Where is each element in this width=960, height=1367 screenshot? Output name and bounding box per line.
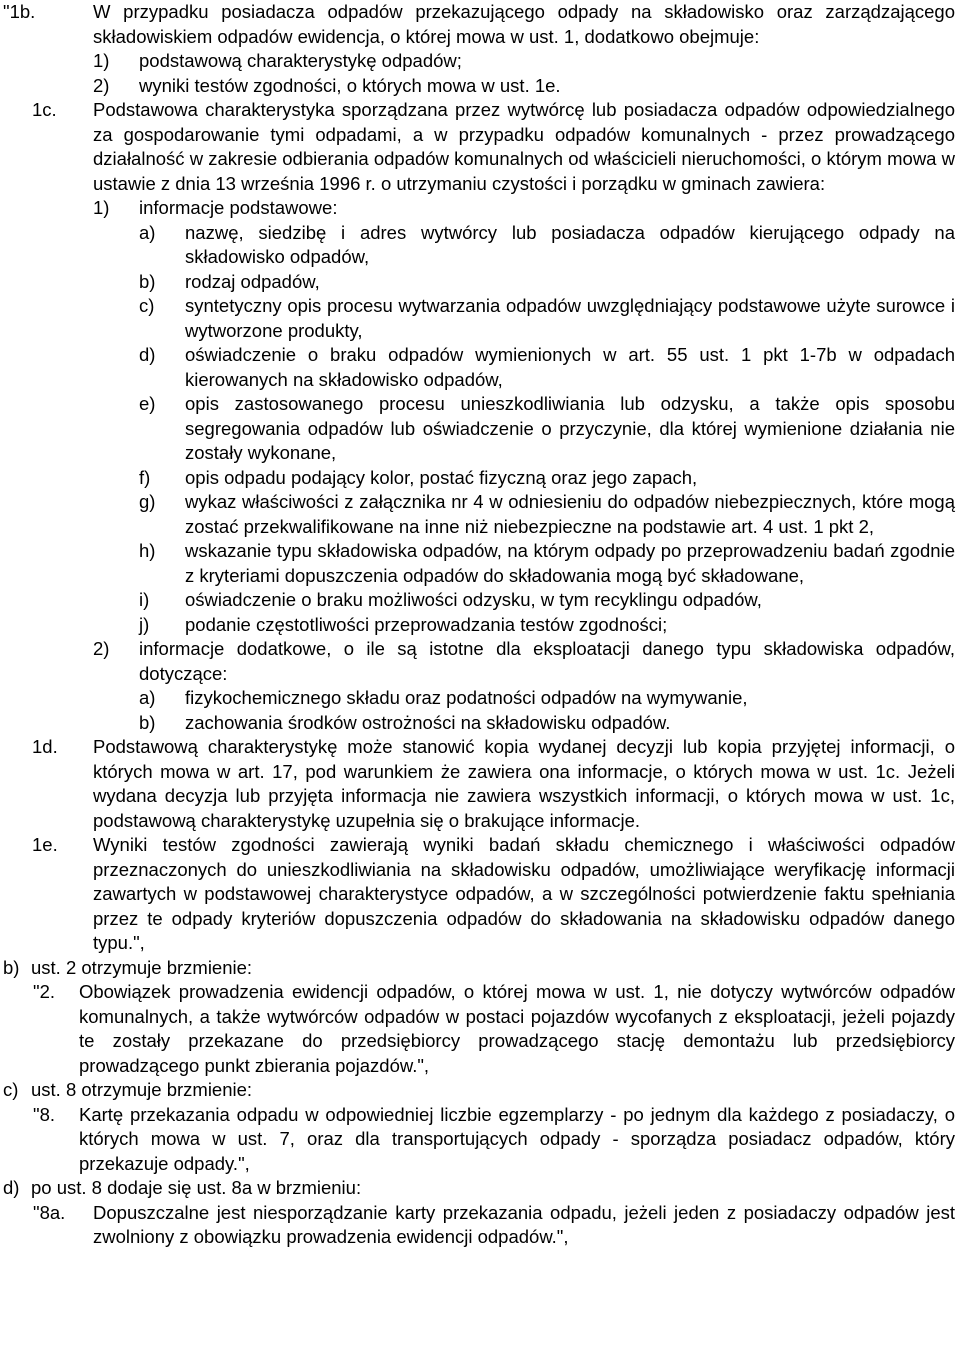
sub-item-text: fizykochemicznego składu oraz podatności odpadów na wymywanie, xyxy=(185,687,748,708)
sub-item-text: opis zastosowanego procesu unieszkodliwiania lub odzysku, a także opis sposobu segregowania odpadów lub oświadczenie o przyczynie, dla której wymienione działania nie zostały wykonane, xyxy=(185,393,955,463)
list-item-text: podstawową charakterystykę odpadów; xyxy=(139,50,462,71)
quoted-paragraph-text: Obowiązek prowadzenia ewidencji odpadów, o której mowa w ust. 1, nie dotyczy wytwórców odpadów komunalnych, a także wytwórców odpadów w postaci pojazdów wycofanych z eksploatacji, jeżeli pojazdy te zostały przekazane do przedsiębiorcy prowadzącego stację demontażu lub przedsiębiorcy prowadzącego punkt zbierania pojazdów.", xyxy=(79,981,955,1076)
sub-item xyxy=(139,588,955,613)
amendment-label: d) xyxy=(3,1177,20,1198)
sub-item xyxy=(139,221,955,270)
sub-item-label: i) xyxy=(139,589,150,610)
sub-item-label: a) xyxy=(139,687,156,708)
quoted-paragraph-label: "8a. xyxy=(33,1201,66,1223)
sub-item xyxy=(139,539,955,588)
sub-item-text: nazwę, siedzibę i adres wytwórcy lub posiadacza odpadów kierującego odpady na składowisko odpadów, xyxy=(185,221,955,267)
sub-item-text: rodzaj odpadów, xyxy=(185,270,320,292)
sub-item-text: zachowania środków ostrożności na składowisku odpadów. xyxy=(185,711,671,733)
sub-item xyxy=(139,711,955,736)
sub-item-text: syntetyczny opis procesu wytwarzania odpadów uwzględniający podstawowe użyte surowce i wytworzone produkty, xyxy=(185,295,955,341)
list-item xyxy=(93,637,955,686)
amendment-label: b) xyxy=(3,956,20,978)
sub-item-text: oświadczenie o braku możliwości odzysku, w tym recyklingu odpadów, xyxy=(185,589,762,610)
paragraph-1e-label: 1e. xyxy=(32,834,58,855)
list-item-label: 2) xyxy=(93,638,110,659)
amendment-text: po ust. 8 dodaje się ust. 8a w brzmieniu: xyxy=(31,1177,362,1198)
paragraph-1d xyxy=(32,735,955,833)
sub-item-label: j) xyxy=(139,613,150,635)
paragraph-1c-label: 1c. xyxy=(32,99,57,120)
sub-item xyxy=(139,466,955,491)
quoted-paragraph-label: "8. xyxy=(33,1103,55,1125)
quoted-paragraph-2 xyxy=(33,980,955,1078)
quoted-paragraph-8a xyxy=(33,1201,955,1250)
list-item-label: 1) xyxy=(93,50,110,71)
sub-item xyxy=(139,294,955,343)
quoted-paragraph-8 xyxy=(33,1103,955,1177)
list-item xyxy=(93,49,955,74)
sub-item-text: wykaz właściwości z załącznika nr 4 w odniesieniu do odpadów niebezpiecznych, które mogą zostać przekwalifikowane na inne niż niebezpieczne na podstawie art. 4 ust. 1 pkt 2, xyxy=(185,491,955,537)
list-item-label: 1) xyxy=(93,197,110,218)
paragraph-1e-text: Wyniki testów zgodności zawierają wyniki badań składu chemicznego i właściwości odpadów przeznaczonych do unieszkodliwiania na składowisku odpadów, umożliwiające weryfikację informacji zawartych w podstawowej charakterystyce odpadów, a w szczególności potwierdzenie faktu spełniania przez te odpady kryteriów dopuszczenia odpadów do składowania na składowisku odpadów danego typu.", xyxy=(93,834,955,953)
amendment-item-d xyxy=(3,1176,951,1201)
sub-item-text: wskazanie typu składowiska odpadów, na którym odpady po przeprowadzeniu badań zgodnie z kryteriami dopuszczenia odpadów do składowania mogą być składowane, xyxy=(185,540,955,586)
amendment-label: c) xyxy=(3,1079,19,1100)
sub-item-label: g) xyxy=(139,491,156,512)
list-item-text: informacje podstawowe: xyxy=(139,197,338,218)
sub-item-label: b) xyxy=(139,711,156,733)
paragraph-1d-label: 1d. xyxy=(32,736,58,757)
quoted-paragraph-label: "2. xyxy=(33,981,55,1002)
list-item-text: wyniki testów zgodności, o których mowa w ust. 1e. xyxy=(139,74,561,96)
amendment-text: ust. 8 otrzymuje brzmienie: xyxy=(31,1079,253,1100)
paragraph-1c-text: Podstawowa charakterystyka sporządzana przez wytwórcę lub posiadacza odpadów odpowiedzialnego za gospodarowanie tymi odpadami, a w przypadku odpadów komunalnych - przez prowadzącego działalność w zakresie odbierania odpadów komunalnych od właścicieli nieruchomości, o którym mowa w ustawie z dnia 13 września 1996 r. o utrzymaniu czystości i porządku w gminach zawiera: xyxy=(93,99,955,194)
paragraph-1b-text: W przypadku posiadacza odpadów przekazującego odpady na składowisko oraz zarządzającego składowiskiem odpadów ewidencja, o której mowa w ust. 1, dodatkowo obejmuje: xyxy=(93,1,955,47)
sub-item xyxy=(139,270,955,295)
sub-item-label: h) xyxy=(139,540,156,561)
sub-item-label: f) xyxy=(139,466,151,488)
paragraph-1b-label: "1b. xyxy=(3,1,36,22)
sub-item-label: a) xyxy=(139,221,156,243)
paragraph-1b xyxy=(3,0,955,49)
amendment-item-b xyxy=(3,956,951,981)
amendment-item-c xyxy=(3,1078,951,1103)
list-item xyxy=(93,74,955,99)
amendment-text: ust. 2 otrzymuje brzmienie: xyxy=(31,956,253,978)
paragraph-1e xyxy=(32,833,955,956)
sub-item xyxy=(139,490,955,539)
sub-item-label: e) xyxy=(139,393,156,414)
paragraph-1c xyxy=(32,98,955,196)
quoted-paragraph-text: Dopuszczalne jest niesporządzanie karty przekazania odpadu, jeżeli jeden z posiadaczy odpadów jest zwolniony z obowiązku prowadzenia ewidencji odpadów.", xyxy=(93,1201,955,1247)
sub-item xyxy=(139,392,955,466)
sub-item-label: d) xyxy=(139,344,156,365)
sub-item-text: opis odpadu podający kolor, postać fizyczną oraz jego zapach, xyxy=(185,466,698,488)
sub-item xyxy=(139,613,955,638)
sub-item-label: c) xyxy=(139,295,155,316)
list-item-label: 2) xyxy=(93,74,110,96)
list-item xyxy=(93,196,955,221)
sub-item-text: podanie częstotliwości przeprowadzania testów zgodności; xyxy=(185,613,668,635)
sub-item-text: oświadczenie o braku odpadów wymienionych w art. 55 ust. 1 pkt 1-7b w odpadach kierowanych na składowisko odpadów, xyxy=(185,344,955,390)
sub-item xyxy=(139,343,955,392)
paragraph-1d-text: Podstawową charakterystykę może stanowić kopia wydanej decyzji lub kopia przyjętej informacji, o których mowa w art. 17, pod warunkiem że zawiera ona informacje, o których mowa w ust. 1c. Jeżeli wydana decyzja lub przyjęta informacja nie zawiera wszystkich informacji, o których mowa w ust. 1c, podstawową charakterystykę uzupełnia się o brakujące informacje. xyxy=(93,736,955,831)
quoted-paragraph-text: Kartę przekazania odpadu w odpowiedniej liczbie egzemplarzy - po jednym dla każdego z posiadaczy, o których mowa w ust. 7, oraz dla transportujących odpady - sporządza posiadacz odpadów, który przekazuje odpady.", xyxy=(79,1103,955,1174)
sub-item-label: b) xyxy=(139,270,156,292)
list-item-text: informacje dodatkowe, o ile są istotne dla eksploatacji danego typu składowiska odpadów, dotyczące: xyxy=(139,638,955,684)
sub-item xyxy=(139,686,955,711)
